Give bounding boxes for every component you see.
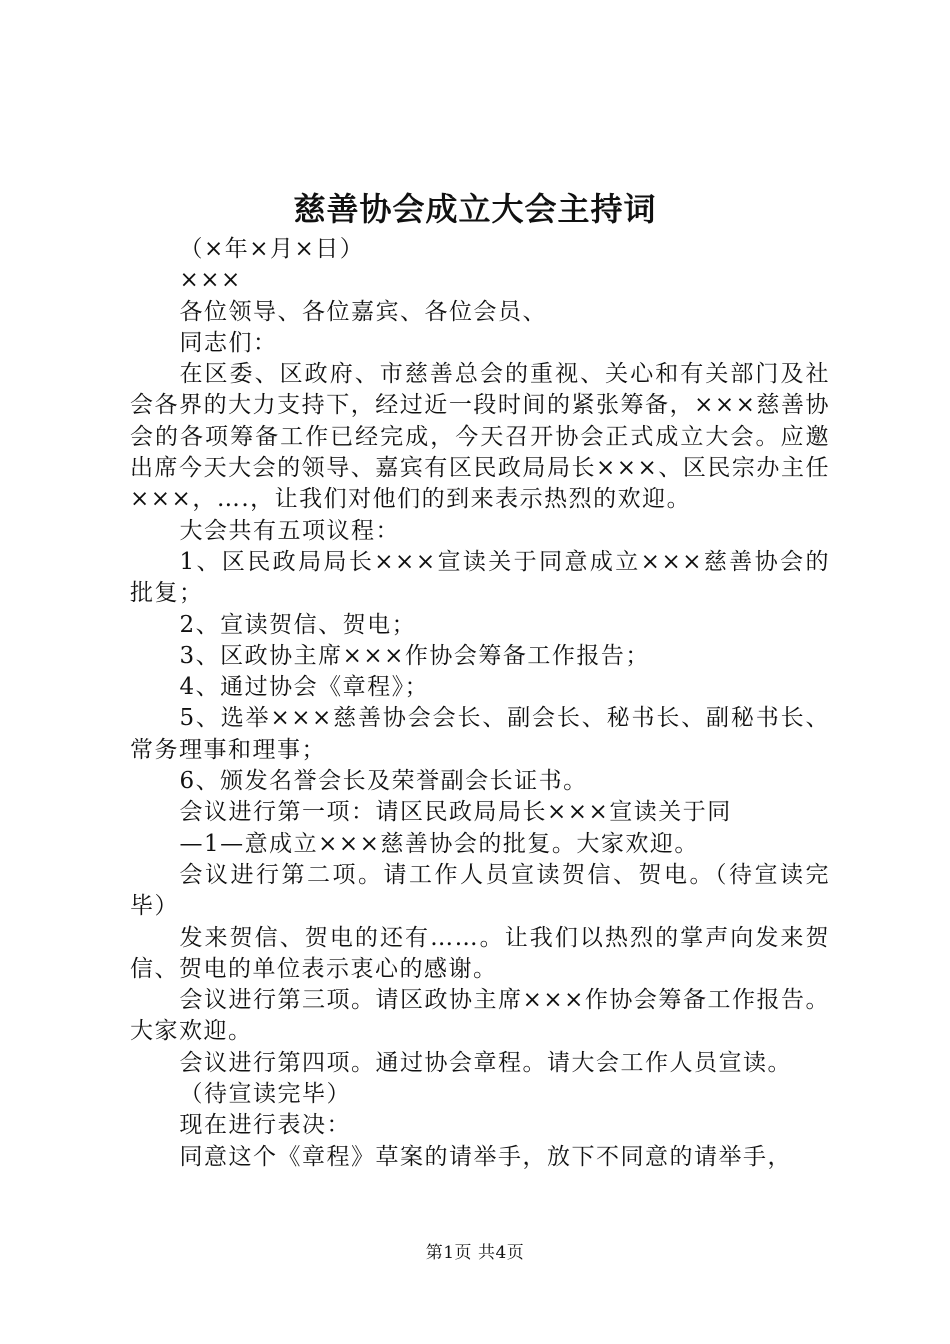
body-paragraph: 在区委、区政府、市慈善总会的重视、关心和有关部门及社会各界的大力支持下，经过近一段时间的紧张筹备，×××慈善协会的各项筹备工作已经完成，今天召开协会正式成立大会。应邀出席今天大会的领导、嘉宾有区民政局局长×××、区民宗办主任×××，….，让我们对他们的到来表示热烈的欢迎。 [130, 361, 830, 513]
body-paragraph: 会议进行第三项。请区政协主席×××作协会筹备工作报告。大家欢迎。 [130, 987, 830, 1045]
date-line: （×年×月×日） [179, 236, 365, 262]
agenda-item: 1、区民政局局长×××宣读关于同意成立×××慈善协会的批复； [130, 548, 830, 607]
body-paragraph: 现在进行表决： [179, 1112, 351, 1139]
document-body [130, 234, 830, 1173]
body-paragraph: 会议进行第四项。通过协会章程。请大会工作人员宣读。 [179, 1049, 792, 1076]
body-paragraph: 同意这个《章程》草案的请举手，放下不同意的请举手， [179, 1143, 792, 1170]
agenda-item: 2、宣读贺信、贺电； [179, 611, 417, 638]
speaker-name: ××× [179, 267, 242, 294]
body-paragraph: （待宣读完毕） [179, 1081, 351, 1108]
salutation-line: 各位领导、各位嘉宾、各位会员、 [179, 298, 547, 325]
body-paragraph: 会议进行第二项。请工作人员宣读贺信、贺电。（待宣读完毕） [130, 861, 830, 920]
agenda-item: 3、区政协主席×××作协会筹备工作报告； [179, 642, 650, 669]
salutation-line: 同志们： [179, 329, 278, 356]
body-paragraph: —1—意成立×××慈善协会的批复。大家欢迎。 [179, 830, 699, 857]
body-paragraph: 发来贺信、贺电的还有……。让我们以热烈的掌声向发来贺信、贺电的单位表示衷心的感谢。 [130, 924, 830, 982]
agenda-item: 4、通过协会《章程》； [179, 674, 430, 701]
body-paragraph: 会议进行第一项：请区民政局局长×××宣读关于同 [179, 799, 732, 826]
agenda-heading: 大会共有五项议程： [179, 517, 400, 544]
page-number-footer: 第1页 共4页 [425, 1243, 525, 1263]
agenda-item: 6、颁发名誉会长及荣誉副会长证书。 [179, 768, 588, 795]
agenda-item: 5、选举×××慈善协会会长、副会长、秘书长、副秘书长、常务理事和理事； [130, 705, 830, 763]
document-title: 慈善协会成立大会主持词 [293, 190, 657, 228]
